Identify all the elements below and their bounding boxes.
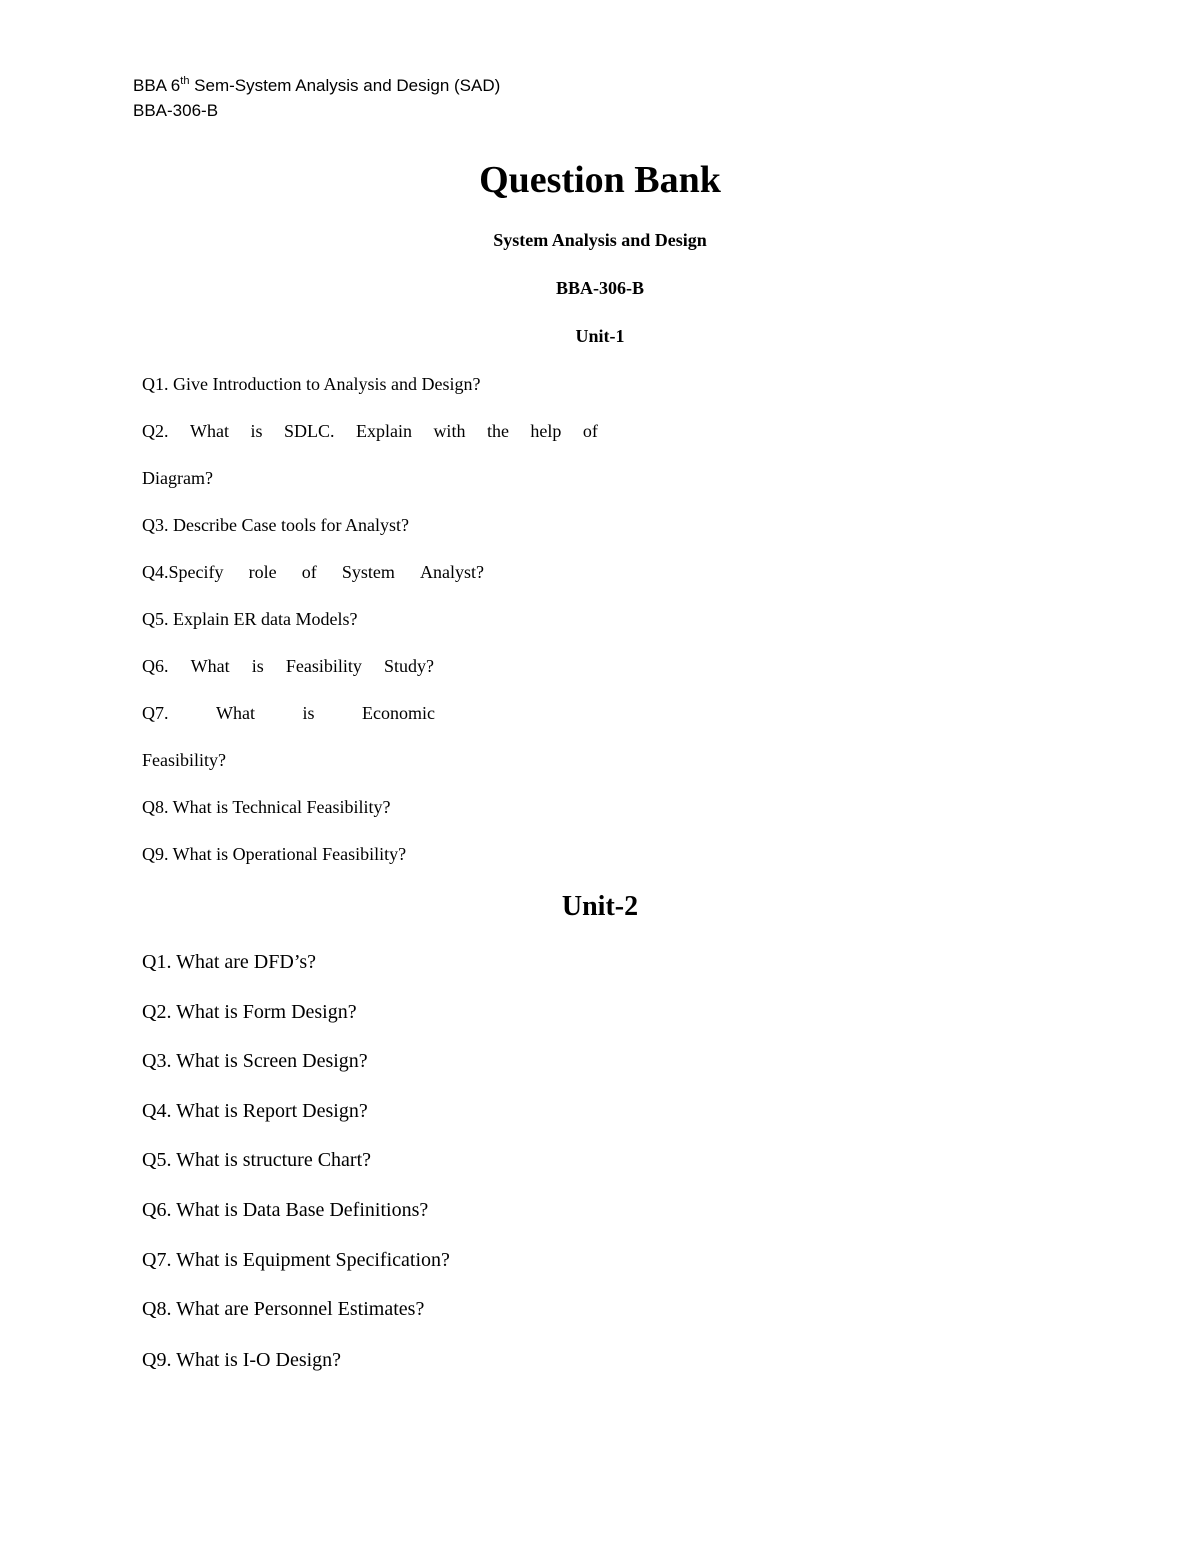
q6-word: Study? <box>383 656 434 676</box>
q4-word: role <box>248 562 277 582</box>
page-title: Question Bank <box>479 159 721 201</box>
unit2-question-8: Q8. What are Personnel Estimates? <box>142 1298 425 1320</box>
course-code: BBA-306-B <box>555 278 644 298</box>
unit2-question-6: Q6. What is Data Base Definitions? <box>142 1199 429 1221</box>
q6-word: is <box>251 656 264 676</box>
unit2-heading: Unit-2 <box>561 891 639 922</box>
unit1-question-7-continuation: Feasibility? <box>142 750 226 770</box>
q4-word: System <box>341 562 395 582</box>
q2-word: What <box>189 421 229 441</box>
q2-word: the <box>486 421 509 441</box>
q7-word: Q7. <box>142 703 169 723</box>
q2-word: help <box>530 421 562 441</box>
q2-word: Explain <box>355 421 412 441</box>
unit2-question-4: Q4. What is Report Design? <box>142 1100 368 1122</box>
unit1-question-5: Q5. Explain ER data Models? <box>142 609 358 629</box>
unit2-question-2: Q2. What is Form Design? <box>142 1001 357 1023</box>
unit2-question-3: Q3. What is Screen Design? <box>142 1050 368 1072</box>
unit1-question-2-continuation: Diagram? <box>142 468 213 488</box>
unit1-heading: Unit-1 <box>575 326 625 346</box>
q4-word: Q4.Specify <box>142 562 224 582</box>
unit1-question-7 <box>142 702 435 724</box>
q2-word: is <box>250 421 263 441</box>
unit1-question-1: Q1. Give Introduction to Analysis and Design? <box>142 374 481 394</box>
unit2-question-7: Q7. What is Equipment Specification? <box>142 1249 450 1271</box>
unit1-question-3: Q3. Describe Case tools for Analyst? <box>142 515 409 535</box>
header-course-sup: th <box>180 75 190 87</box>
q6-word: Feasibility <box>285 656 362 676</box>
unit1-question-2 <box>142 420 598 442</box>
header-course-prefix: BBA 6 <box>133 76 181 95</box>
q6-word: What <box>190 656 230 676</box>
q6-word: Q6. <box>142 656 169 676</box>
q7-word: is <box>302 703 315 723</box>
q2-word: of <box>582 421 598 441</box>
header-course-suffix: Sem-System Analysis and Design (SAD) <box>189 76 501 95</box>
subject-name: System Analysis and Design <box>493 230 707 250</box>
q4-word: Analyst? <box>419 562 484 582</box>
unit1-question-8: Q8. What is Technical Feasibility? <box>142 797 391 817</box>
unit1-question-9: Q9. What is Operational Feasibility? <box>142 844 407 864</box>
unit1-question-4 <box>142 561 484 583</box>
q2-word: SDLC. <box>283 421 335 441</box>
q7-word: What <box>216 703 255 723</box>
header-code-line: BBA-306-B <box>133 101 219 120</box>
q7-word: Economic <box>362 703 435 723</box>
unit2-question-5: Q5. What is structure Chart? <box>142 1149 372 1171</box>
unit1-question-6 <box>142 655 434 677</box>
header-course-line <box>133 76 500 96</box>
unit2-question-1: Q1. What are DFD’s? <box>142 951 317 973</box>
q2-word: with <box>433 421 466 441</box>
unit2-question-9: Q9. What is I-O Design? <box>142 1349 342 1371</box>
q2-word: Q2. <box>142 421 169 441</box>
q4-word: of <box>301 562 317 582</box>
